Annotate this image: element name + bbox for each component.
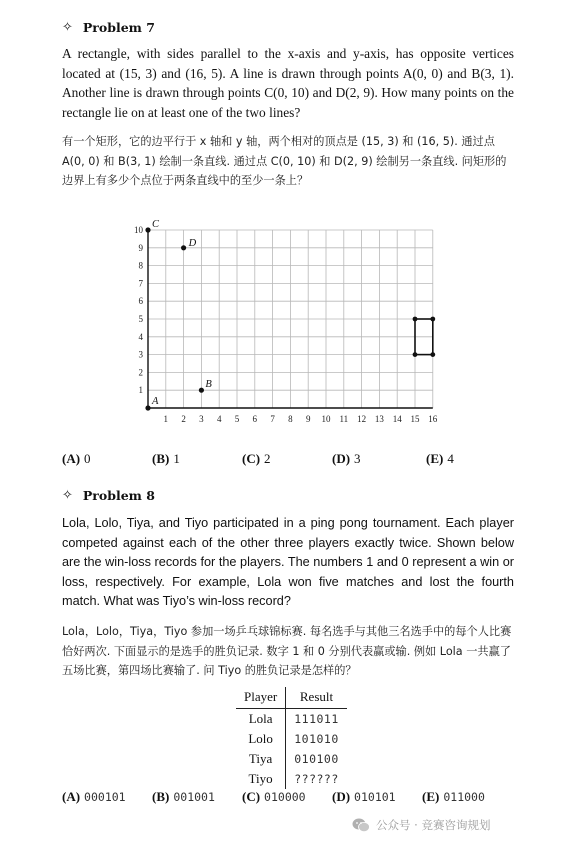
player-result: 111011: [294, 712, 339, 726]
y-tick-label: 1: [138, 385, 143, 396]
x-tick-label: 3: [199, 414, 204, 424]
player-name: Lola: [236, 709, 286, 730]
problem-8-title: Problem 8: [82, 488, 155, 503]
rectangle-vertex: [430, 352, 435, 357]
y-tick-label: 3: [138, 349, 143, 360]
rectangle-vertex: [413, 352, 418, 357]
y-tick-label: 9: [138, 242, 143, 253]
choice-c[interactable]: (C) 2: [242, 451, 271, 466]
table-row: [236, 749, 347, 769]
table-row: [236, 709, 347, 730]
player-name: Tiyo: [236, 769, 286, 789]
choice-e[interactable]: (E) 4: [426, 451, 454, 466]
problem-7-text: A rectangle, with sides parallel to the x-axis and y-axis, has opposite vertices located at (15, 3) and (16, 5). A line is drawn through points A(0, 0) and B(3, 1). Another line is drawn through points C(0, 10) and D(2, 9). How many points on the rectangle lie on at least one of the two lines?: [62, 46, 514, 120]
point-label: C: [152, 219, 160, 230]
column-header-player: Player: [236, 687, 286, 709]
choice-c[interactable]: (C) 010000: [242, 789, 306, 804]
grid-lines: [148, 230, 433, 408]
point-c: [145, 227, 150, 232]
y-tick-label: 6: [138, 296, 143, 307]
y-tick-label: 8: [138, 260, 143, 271]
point-a: [145, 405, 150, 410]
problem-7-heading: [62, 20, 155, 35]
win-loss-table: [236, 687, 347, 789]
point-b: [199, 388, 204, 393]
column-header-result: Result: [286, 687, 347, 709]
x-tick-label: 12: [357, 414, 367, 424]
player-result: ??????: [294, 772, 339, 786]
choice-d[interactable]: (D) 010101: [332, 789, 396, 804]
point-label: D: [188, 237, 197, 249]
x-tick-label: 15: [410, 414, 420, 424]
point-label: A: [152, 396, 159, 407]
player-name: Tiya: [236, 749, 286, 769]
problem-8-text-zh: Lola，Lolo，Tiya，Tiyo 参加一场乒乓球锦标赛. 每名选手与其他三名选手中的每个人比赛恰好两次. 下面显示的是选手的胜负记录. 数字 1 和 0 分别代表赢或输. 例如 Lola 一共赢了五场比赛，第四场比赛输了. 问 Tiyo 的胜负记录是怎样的？: [62, 625, 512, 677]
x-tick-label: 4: [216, 414, 222, 424]
coordinate-graph: [128, 213, 458, 433]
choice-a[interactable]: (A) 0: [62, 451, 91, 466]
table-row: [236, 729, 347, 749]
y-tick-label: 2: [138, 367, 143, 378]
problem-8-heading: [62, 488, 155, 503]
choice-b[interactable]: (B) 001001: [152, 789, 215, 804]
y-tick-label: 7: [138, 278, 143, 289]
x-tick-label: 14: [392, 414, 402, 424]
player-result: 010100: [294, 752, 339, 766]
x-tick-label: 2: [181, 414, 186, 424]
problem-8-choices: [62, 789, 522, 807]
y-tick-label: 5: [138, 314, 143, 324]
problem-7-title: Problem 7: [82, 20, 155, 35]
wechat-icon: [352, 817, 370, 833]
x-tick-label: 10: [321, 414, 331, 424]
x-tick-label: 9: [305, 414, 311, 424]
problem-7-text-zh: 有一个矩形，它的边平行于 x 轴和 y 轴，两个相对的顶点是 (15, 3) 和 (16, 5). 通过点 A(0, 0) 和 B(3, 1) 绘制一条直线. 通过点 C(0, 10) 和 D(2, 9) 绘制另一条直线. 问矩形的边界上有多少个点位于两条直线中的至少一条上？: [62, 135, 507, 187]
point-label: B: [205, 379, 212, 391]
x-tick-label: 5: [234, 414, 240, 424]
rectangle-vertex: [413, 317, 418, 322]
y-tick-label: 10: [134, 225, 143, 235]
point-d: [181, 245, 186, 250]
x-tick-label: 8: [288, 414, 293, 424]
diamond-icon: ✧: [62, 20, 73, 35]
x-tick-label: 1: [163, 414, 169, 424]
x-tick-label: 7: [270, 414, 275, 424]
problem-8-text: Lola, Lolo, Tiya, and Tiyo participated in a ping pong tournament. Each player competed against each of the other three players exactly twice. Shown below are the win-loss records for the players. The numbers 1 and 0 represent a win or loss, respectively. For example, Lola won five matches and lost the fourth match. What was Tiyo’s win-loss record?: [62, 516, 514, 608]
x-tick-label: 11: [339, 414, 349, 424]
problem-7-choices: [62, 451, 522, 469]
y-tick-label: 4: [138, 331, 143, 342]
tick-labels: [134, 225, 438, 424]
x-tick-label: 16: [428, 414, 438, 424]
rectangle-vertex: [430, 317, 435, 322]
choice-b[interactable]: (B) 1: [152, 451, 180, 466]
table-row: [236, 769, 347, 789]
watermark: [352, 815, 490, 835]
choice-e[interactable]: (E) 011000: [422, 789, 485, 804]
watermark-text: 公众号 · 竞赛咨询规划: [376, 818, 491, 832]
player-name: Lolo: [236, 729, 286, 749]
x-tick-label: 6: [252, 414, 258, 424]
table-header-row: [236, 687, 347, 709]
diamond-icon: ✧: [62, 488, 73, 503]
choice-d[interactable]: (D) 3: [332, 451, 361, 466]
choice-a[interactable]: (A) 000101: [62, 789, 126, 804]
x-tick-label: 13: [374, 414, 384, 424]
player-result: 101010: [294, 732, 339, 746]
